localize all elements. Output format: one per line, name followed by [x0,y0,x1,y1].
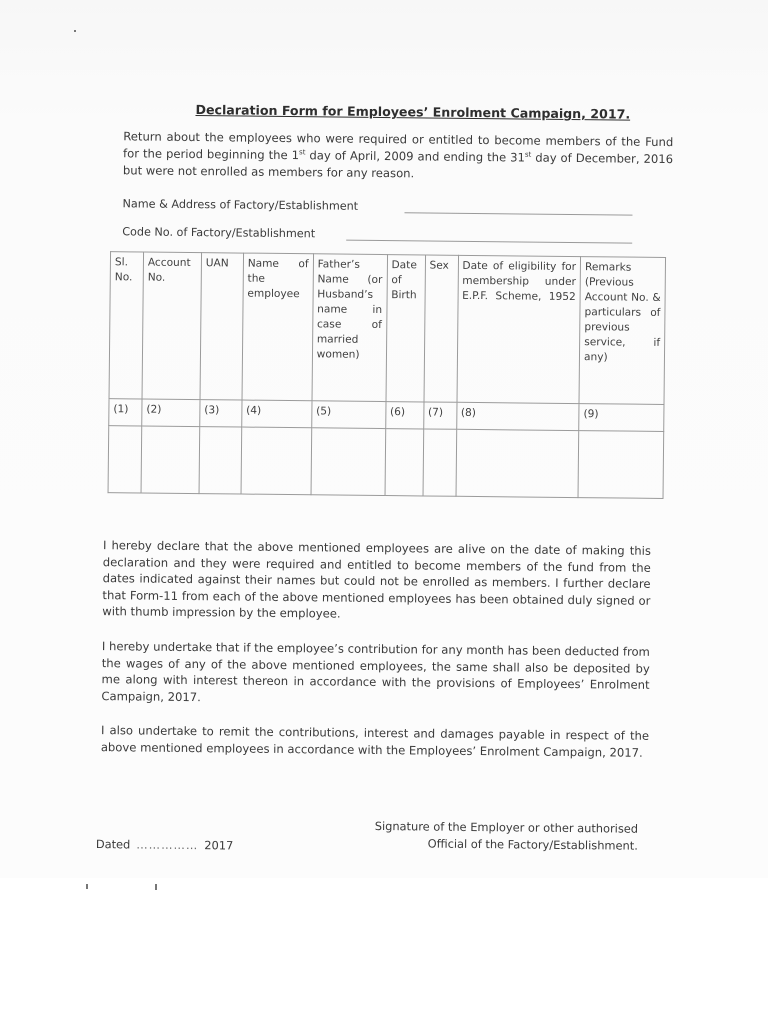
name-address-label: Name & Address of Factory/Establishment [122,197,359,213]
col-number: (7) [423,402,456,429]
code-label: Code No. of Factory/Establishment [122,225,316,241]
scan-speck [86,884,88,889]
col-number: (4) [242,400,312,428]
table-cell[interactable] [385,429,424,496]
scan-speck [74,30,76,32]
table-row [108,426,664,499]
header-date-of-birth: Date of Birth [386,255,426,402]
table-cell[interactable] [241,427,312,495]
col-number: (8) [456,402,579,430]
code-field [122,225,315,240]
table-cell[interactable] [578,431,664,499]
table-cell[interactable] [456,429,579,497]
signature-line-2: Official of the Factory/Establishment. [427,836,638,853]
code-line[interactable] [346,240,632,244]
undertaking-paragraph: I hereby undertake that if the employee’s contribution for any month has been deducted from the wages of any of the above mentioned employees, the same shall also be deposited by me along with interest thereon in accordance with the provisions of Employees’ Enrolment Campaign, 2017. [101,639,650,704]
col-number: (9) [579,404,664,432]
scan-speck [155,884,157,890]
dated-year: 2017 [204,838,234,853]
col-number: (2) [142,399,200,427]
table-header-row [109,252,666,405]
table-cell[interactable] [423,429,457,496]
header-father-name: Father’s Name (or Husband’s name in case of married women) [312,254,387,402]
form-title: Declaration Form for Employees’ Enrolment Campaign, 2017. [195,102,631,122]
header-remarks: Remarks (Previous Account No. & particulars of previous service, if any) [579,257,665,405]
header-sex: Sex [424,255,458,402]
signature-block [368,818,638,855]
intro-text-2: day of April, 2009 and ending the 31 [305,148,525,165]
intro-paragraph [123,128,674,185]
table-cell[interactable] [199,427,242,494]
col-number: (1) [109,399,142,426]
declaration-paragraph: I hereby declare that the above mentioned employees are alive on the date of making this declaration and they were required and entitled to become members of the fund from the dates indicated against their names but could not be enrolled as members. I further declare that Form-11 from each of the above mentioned employees has been obtained duly signed or with thumb impression by the employee. [102,538,652,621]
table-cell[interactable] [311,428,386,496]
employee-table [108,251,667,499]
header-account-no: Account No. [142,252,201,400]
col-number: (5) [311,401,385,429]
name-address-field [122,197,358,212]
header-employee-name: Name of the employee [242,253,313,401]
dated-line [96,837,234,852]
table-cell[interactable] [141,426,200,494]
intro-sup-1: st [299,148,306,157]
header-uan: UAN [200,253,243,400]
col-number: (3) [200,400,242,427]
page-bottom-margin [0,878,768,1024]
dated-label: Dated [95,837,131,852]
table-cell[interactable] [108,426,142,493]
remittance-paragraph: I also undertake to remit the contributions, interest and damages payable in respect of the above mentioned employees in accordance with the Employees’ Enrolment Campaign, 2017. [100,723,650,760]
intro-text-1: Return about the employees who were required or entitled to become members of the Fund for the period beginning the 1 [123,129,674,163]
header-eligibility-date: Date of eligibility for membership under E.P.F. Scheme, 1952 [457,255,581,403]
header-sl-no: Sl. No. [109,252,143,399]
signature-line-1: Signature of the Employer or other authorised [374,818,639,836]
intro-text-3: day of December, 2016 but were not enrolled as members for any reason. [122,150,674,181]
dated-blank[interactable]: …………… [136,837,199,853]
intro-sup-2: st [524,150,532,159]
name-address-line[interactable] [404,212,632,215]
col-number: (6) [385,402,423,429]
